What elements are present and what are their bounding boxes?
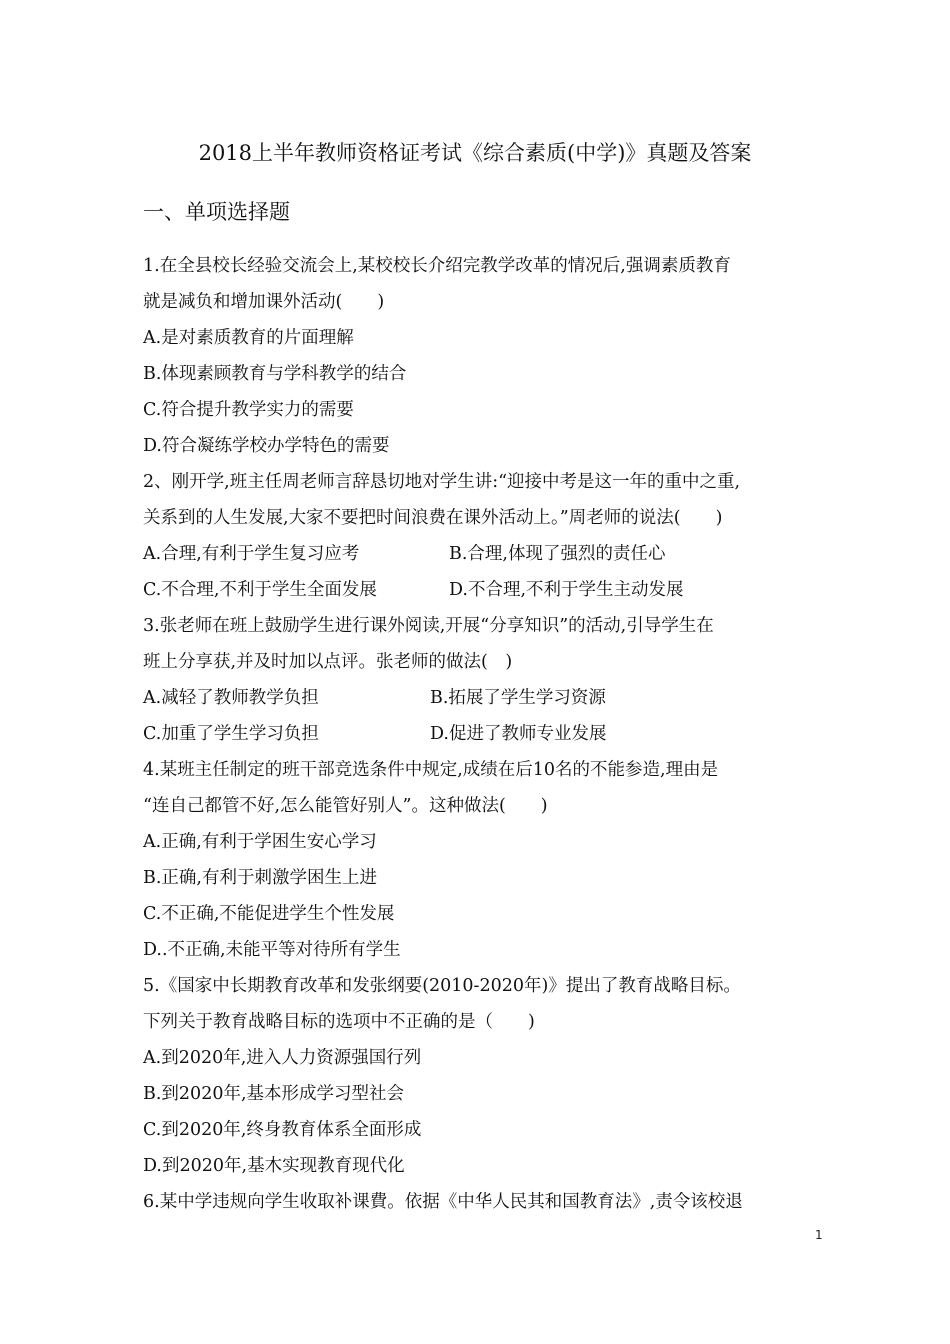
question-5-option-b: B.到2020年,基本形成学习型社会 [143, 1084, 405, 1104]
question-5-option-a: A.到2020年,进入人力资源强国行列 [143, 1048, 422, 1068]
question-1-stem-cont: 就是减负和增加课外活动( ) [143, 292, 385, 312]
question-2-stem: 2、刚开学,班主任周老师言辞恳切地对学生讲:“迎接中考是这一年的重中之重, [143, 472, 741, 492]
question-3-stem: 3.张老师在班上鼓励学生进行课外阅读,开展“分享知识”的活动,引导学生在 [143, 616, 714, 636]
page-number: 1 [815, 1228, 823, 1242]
question-list [143, 248, 823, 1220]
question-1-stem: 1.在全县校长经验交流会上,某校校长介绍完教学改革的情况后,强调素质教育 [143, 256, 731, 276]
page-title: 2018上半年教师资格证考试《综合素质(中学)》真题及答案 [198, 141, 752, 165]
question-1-option-c: C.符合提升教学实力的需要 [143, 400, 354, 420]
question-2-option-d: D.不合理,不利于学生主动发展 [449, 580, 684, 600]
question-2-options-row-2 [143, 572, 823, 608]
question-5-option-c: C.到2020年,终身教育体系全面形成 [143, 1120, 422, 1140]
question-5-stem: 5.《国家中长期教育改革和发张纲要(2010-2020年)》提出了教育战略目标。 [143, 976, 741, 996]
question-3-option-b: B.拓展了学生学习资源 [430, 688, 606, 708]
question-2-options-row-1 [143, 536, 823, 572]
question-3-option-d: D.促进了教师专业发展 [430, 724, 607, 744]
question-5-stem-cont: 下列关于教育战略目标的选项中不正确的是（ ) [143, 1012, 535, 1032]
question-2-option-c: C.不合理,不利于学生全面发展 [143, 580, 377, 600]
question-4-option-c: C.不正确,不能促进学生个性发展 [143, 904, 395, 924]
question-3-stem-cont: 班上分享获,并及时加以点评。张老师的做法( ) [143, 652, 513, 672]
question-3-options-row-1 [143, 680, 823, 716]
question-3-option-a: A.减轻了教师教学负担 [143, 688, 319, 708]
section-heading: 一、单项选择题 [143, 200, 290, 224]
question-4-option-a: A.正确,有利于学困生安心学习 [143, 832, 377, 852]
question-2-option-b: B.合理,体现了强烈的责任心 [449, 544, 666, 564]
question-1-option-b: B.体现素顾教育与学科教学的结合 [143, 364, 407, 384]
question-4-option-d: D..不正确,未能平等对待所有学生 [143, 940, 401, 960]
question-4-stem-cont: “连自己都管不好,怎么能管好别人”。这种做法( ) [143, 796, 548, 816]
question-2-stem-cont: 关系到的人生发展,大家不要把时间浪费在课外活动上。”周老师的说法( ) [143, 508, 723, 528]
question-6-stem: 6.某中学违规向学生收取补课費。依据《中华人民其和国教育法》,责令该校退 [143, 1192, 743, 1212]
question-2-option-a: A.合理,有利于学生复习应考 [143, 544, 360, 564]
question-3-options-row-2 [143, 716, 823, 752]
question-4-stem: 4.某班主任制定的班干部竞选条件中规定,成绩在后10名的不能参造,理由是 [143, 760, 719, 780]
question-1-option-a: A.是对素质教育的片面理解 [143, 328, 354, 348]
question-4-option-b: B.正确,有利于刺激学困生上进 [143, 868, 377, 888]
question-3-option-c: C.加重了学生学习负担 [143, 724, 319, 744]
question-1-option-d: D.符合凝练学校办学特色的需要 [143, 436, 390, 456]
question-5-option-d: D.到2020年,基木实现教育现代化 [143, 1156, 405, 1176]
